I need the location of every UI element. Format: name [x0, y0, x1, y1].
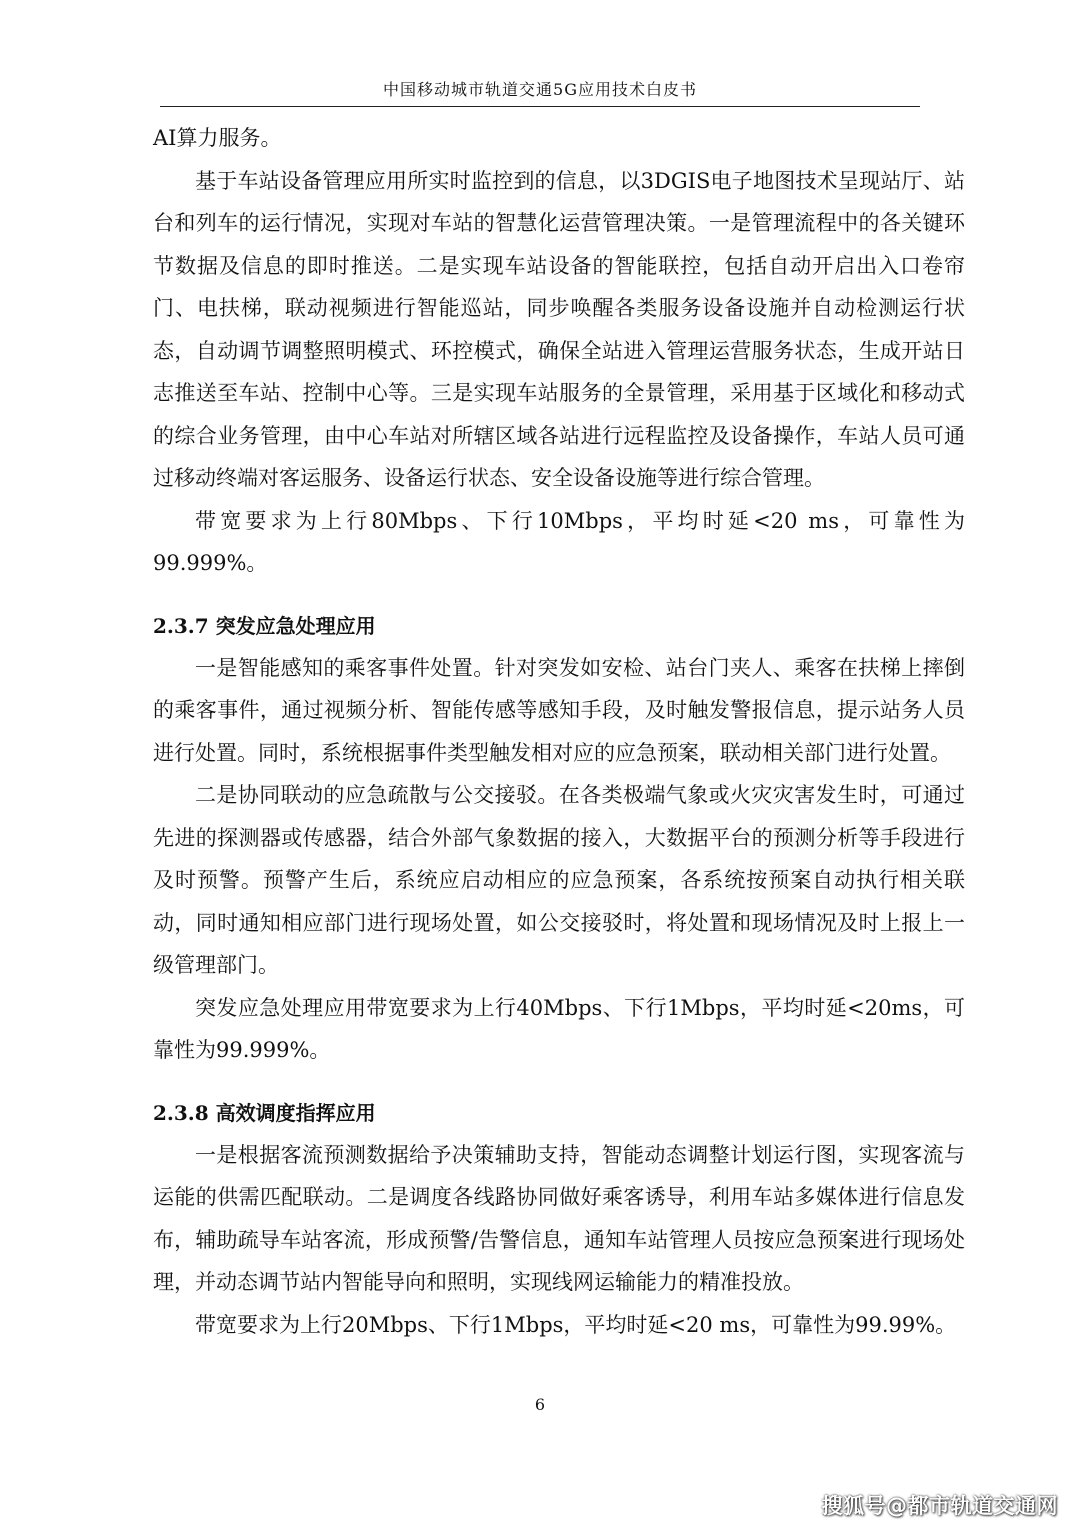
section-heading-2-3-8: 2.3.8 高效调度指挥应用: [153, 1100, 376, 1125]
paragraph-station-management: 基于车站设备管理应用所实时监控到的信息，以3DGIS电子地图技术呈现站厅、站台和列车的运行情况，实现对车站的智慧化运营管理决策。一是管理流程中的各关键环节数据及信息的即时推送。二是实现车站设备的智能联控，包括自动开启出入口卷帘门、电扶梯，联动视频进行智能巡站，同步唤醒各类服务设备设施并自动检测运行状态，自动调节调整照明模式、环控模式，确保全站进入管理运营服务状态，生成开站日志推送至车站、控制中心等。三是实现车站服务的全景管理，采用基于区域化和移动式的综合业务管理，由中心车站对所辖区域各站进行远程监控及设备操作，车站人员可通过移动终端对客运服务、设备运行状态、安全设备设施等进行综合管理。: [153, 168, 965, 490]
page-body: [153, 117, 965, 1346]
running-header: 中国移动城市轨道交通5G应用技术白皮书: [383, 80, 697, 99]
paragraph-passenger-incident: 一是智能感知的乘客事件处置。针对突发如安检、站台门夹人、乘客在扶梯上摔倒的乘客事件，通过视频分析、智能传感等感知手段，及时触发警报信息，提示站务人员进行处置。同时，系统根据事件类型触发相对应的应急预案，联动相关部门进行处置。: [153, 655, 965, 765]
paragraph-ai-compute: AI算力服务。: [153, 126, 282, 150]
source-watermark: 搜狐号@都市轨道交通网: [821, 1494, 1058, 1518]
header-divider: [160, 106, 920, 107]
section-heading-2-3-7: 2.3.7 突发应急处理应用: [153, 613, 376, 638]
paragraph-bandwidth-station: 带宽要求为上行80Mbps、下行10Mbps，平均时延<20 ms，可靠性为99.999%。: [153, 508, 965, 575]
paragraph-bandwidth-dispatch: 带宽要求为上行20Mbps、下行1Mbps，平均时延<20 ms，可靠性为99.99%。: [195, 1312, 957, 1337]
paragraph-bandwidth-emergency: 突发应急处理应用带宽要求为上行40Mbps、下行1Mbps，平均时延<20ms，可靠性为99.999%。: [153, 995, 965, 1062]
paragraph-dispatch-command: 一是根据客流预测数据给予决策辅助支持，智能动态调整计划运行图，实现客流与运能的供需匹配联动。二是调度各线路协同做好乘客诱导，利用车站多媒体进行信息发布，辅助疏导车站客流，形成预警/告警信息，通知车站管理人员按应急预案进行现场处理，并动态调节站内智能导向和照明，实现线网运输能力的精准投放。: [153, 1142, 965, 1294]
paragraph-emergency-evacuation: 二是协同联动的应急疏散与公交接驳。在各类极端气象或火灾灾害发生时，可通过先进的探测器或传感器，结合外部气象数据的接入，大数据平台的预测分析等手段进行及时预警。预警产生后，系统应启动相应的应急预案，各系统按预案自动执行相关联动，同时通知相应部门进行现场处置，如公交接驳时，将处置和现场情况及时上报上一级管理部门。: [153, 783, 965, 977]
page-number: 6: [534, 1395, 546, 1414]
